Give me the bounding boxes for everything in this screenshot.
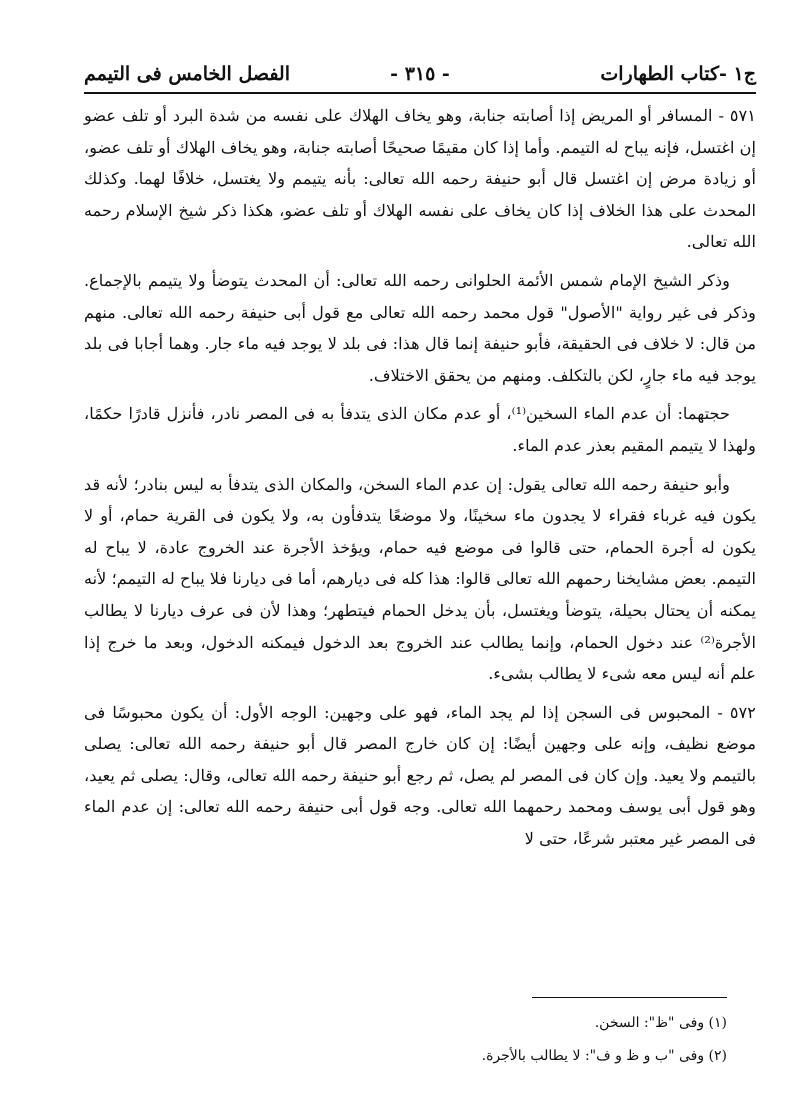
volume-title: ج١ -كتاب الطهارات xyxy=(600,63,756,85)
footnote-1: (١) وفى "ظ": السخن. xyxy=(594,1015,727,1031)
paragraph-571: ٥٧١ - المسافر أو المريض إذا أصابته جنابة، وهو يخاف الهلاك على نفسه من شدة البرد أو تلف عضو إن اغتسل، فإنه يباح له التيمم. وأما إذا كان مقيمًا صحيحًا أصابته جنابة، وهو يخاف الهلاك أو تلف عضو، أو زيادة مرض إن اغتسل قال أبو حنيفة رحمه الله تعالى: بأنه يتيمم ولا يغتسل، خلافًا لهما. وكذلك المحدث على هذا الخلاف إذا كان يخاف على نفسه الهلاك أو تلف عضو، هكذا ذكر شيخ الإسلام رحمه الله تعالى. xyxy=(84,106,756,252)
page-number: - ٣١٥ - xyxy=(390,63,450,85)
header-divider xyxy=(84,92,756,94)
paragraph-abu-hanifa: وأبو حنيفة رحمه الله تعالى يقول: إن عدم الماء السخن، والمكان الذى يتدفأ به ليس بنادر؛ لأنه قد يكون فيه غرباء فقراء لا يجدون ماء سخينًا، ولا موضعًا يتدفأون به، ولا يكون فى القرية حمام، أو لا يكون له أجرة الحمام، حتى قالوا فى موضع فيه حمام، ويؤخذ الأجرة عند الخروج عادة، لا يباح له التيمم. بعض مشايخنا رحمهم الله تعالى قالوا: هذا كله فى ديارهم، أما فى ديارنا فلا يباح له التيمم؛ لأنه يمكنه أن يحتال بحيلة، يتوضأ ويغتسل، بأن يدخل الحمام فيتطهر؛ وهذا لأن فى عرف ديارنا لا يطالب الأجرة⁽²⁾ عند دخول الحمام، وإنما يطالب عند الخروج بعد الدخول فيمكنه الدخول، وبعد ما خرج إذا علم أنه ليس معه شىء لا يطالب بشىء. xyxy=(84,474,756,684)
footnote-2: (٢) وفى "ب و ظ و ف": لا يطالب بالأجرة. xyxy=(481,1048,727,1064)
page-header xyxy=(84,58,756,90)
footnotes xyxy=(55,1007,727,1073)
book-page xyxy=(84,58,756,862)
paragraph-572: ٥٧٢ - المحبوس فى السجن إذا لم يجد الماء، فهو على وجهين: الوجه الأول: أن يكون محبوسًا فى موضع نظيف، وإنه على وجهين أيضًا: إن كان خارج المصر قال أبو حنيفة رحمه الله تعالى: يصلى بالتيمم ولا يعيد. وإن كان فى المصر لم يصل، ثم رجع أبو حنيفة رحمه الله تعالى، وقال: يصلى ثم يعيد، وهو قول أبى يوسف ومحمد رحمهما الله تعالى. وجه قول أبى حنيفة رحمه الله تعالى: إن عدم الماء فى المصر غير معتبر شرعًا، حتى لا xyxy=(84,702,756,849)
paragraph-halwani: وذكر الشيخ الإمام شمس الأئمة الحلوانى رحمه الله تعالى: أن المحدث يتوضأ ولا يتيمم بالإجماع. وذكر فى غير رواية "الأصول" قول محمد رحمه الله تعالى مع قول أبى حنيفة رحمه الله تعالى. منهم من قال: لا خلاف فى الحقيقة، فأبو حنيفة إنما قال هذا: فى بلد لا يوجد فيه ماء جار. وهما أجابا فى بلد يوجد فيه ماء جارٍ، لكن بالتكلف. ومنهم من يحقق الاختلاف. xyxy=(84,270,756,385)
paragraph-hujjatuhuma: حجتهما: أن عدم الماء السخين⁽¹⁾، أو عدم مكان الذى يتدفأ به فى المصر نادر، فأنزل قادرًا حكمًا، ولهذا لا يتيمم المقيم بعذر عدم الماء. xyxy=(84,404,756,455)
footnote-divider xyxy=(532,997,727,998)
chapter-title: الفصل الخامس فى التيمم xyxy=(84,63,290,85)
main-text xyxy=(84,100,756,855)
